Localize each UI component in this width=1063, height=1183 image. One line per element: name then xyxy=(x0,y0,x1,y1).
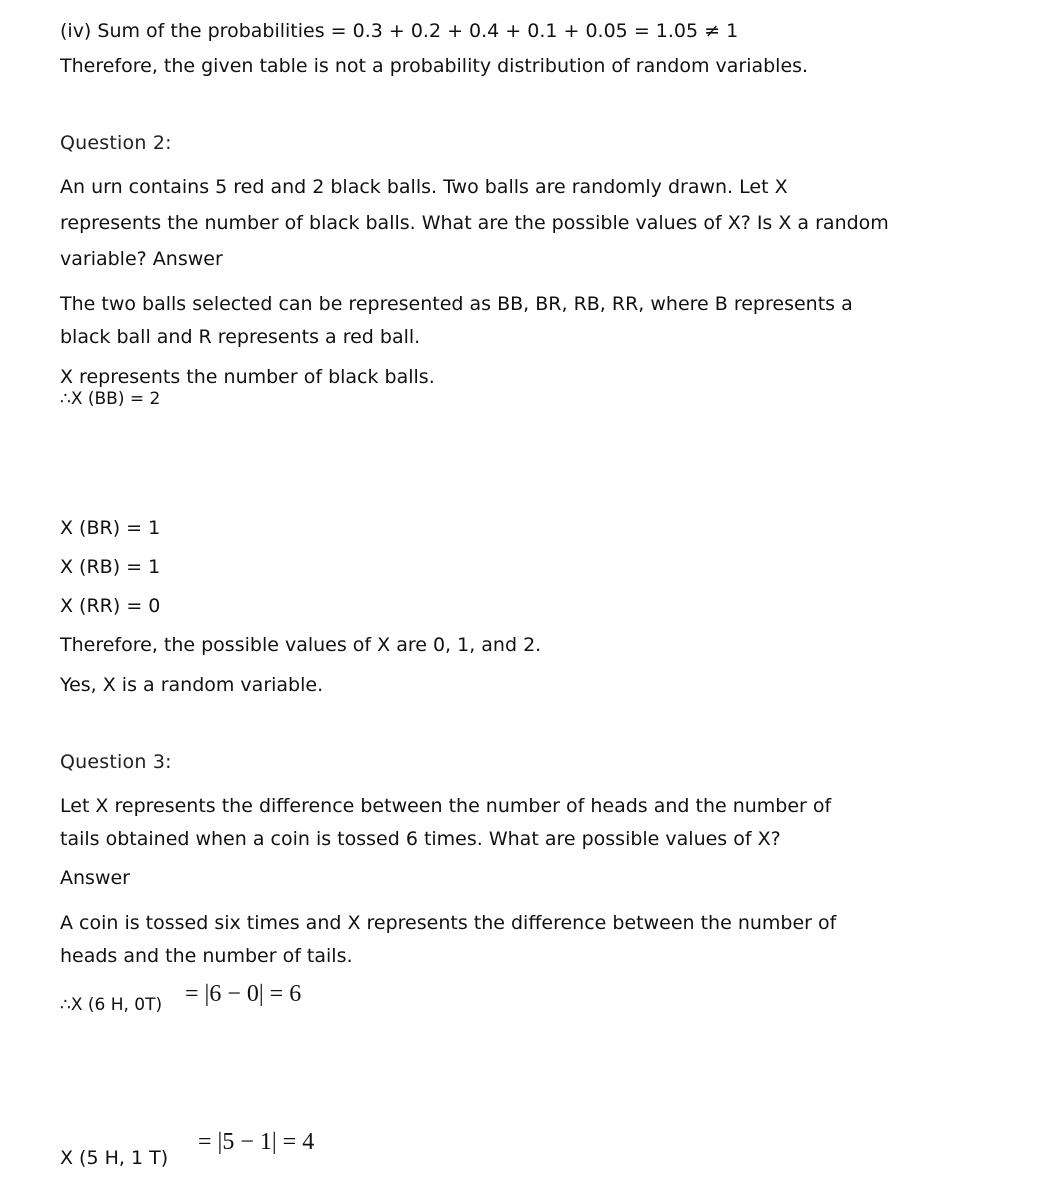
answer-2-conclusion: Yes, X is a random variable. xyxy=(60,674,324,696)
question-2-text-line: represents the number of black balls. What are the possible values of X? Is X a random xyxy=(60,212,889,234)
sum-probabilities-line: (iv) Sum of the probabilities = 0.3 + 0.2 + 0.4 + 0.1 + 0.05 = 1.05 ≠ 1 xyxy=(60,20,739,42)
answer-2-equation: X (RR) = 0 xyxy=(60,595,161,617)
answer-3-equation-label: ∴X (6 H, 0T) xyxy=(60,995,163,1015)
question-3-text-line: Let X represents the difference between the number of heads and the number of xyxy=(60,795,832,817)
conclusion-line: Therefore, the given table is not a probability distribution of random variables. xyxy=(60,55,809,77)
answer-3-equation-value: = |5 − 1| = 4 xyxy=(198,1129,315,1155)
question-3-heading: Question 3: xyxy=(60,751,172,773)
answer-2-equation: ∴X (BB) = 2 xyxy=(60,389,161,409)
answer-2-text-line: The two balls selected can be represented as BB, BR, RB, RR, where B represents a xyxy=(60,293,853,315)
answer-3-equation-value: = |6 − 0| = 6 xyxy=(185,981,302,1007)
question-3-text-line: Answer xyxy=(60,867,130,889)
answer-2-text-line: black ball and R represents a red ball. xyxy=(60,326,421,348)
question-2-text-line: An urn contains 5 red and 2 black balls. Two balls are randomly drawn. Let X xyxy=(60,176,788,198)
answer-2-equation: X (RB) = 1 xyxy=(60,556,161,578)
answer-2-text-line: X represents the number of black balls. xyxy=(60,366,435,388)
answer-3-text-line: heads and the number of tails. xyxy=(60,945,353,967)
question-3-text-line: tails obtained when a coin is tossed 6 times. What are possible values of X? xyxy=(60,828,781,850)
answer-3-equation-label: X (5 H, 1 T) xyxy=(60,1147,169,1169)
answer-2-equation: X (BR) = 1 xyxy=(60,517,161,539)
question-2-heading: Question 2: xyxy=(60,132,172,154)
question-2-text-line: variable? Answer xyxy=(60,248,223,270)
answer-2-conclusion: Therefore, the possible values of X are 0, 1, and 2. xyxy=(60,634,542,656)
answer-3-text-line: A coin is tossed six times and X represents the difference between the number of xyxy=(60,912,837,934)
